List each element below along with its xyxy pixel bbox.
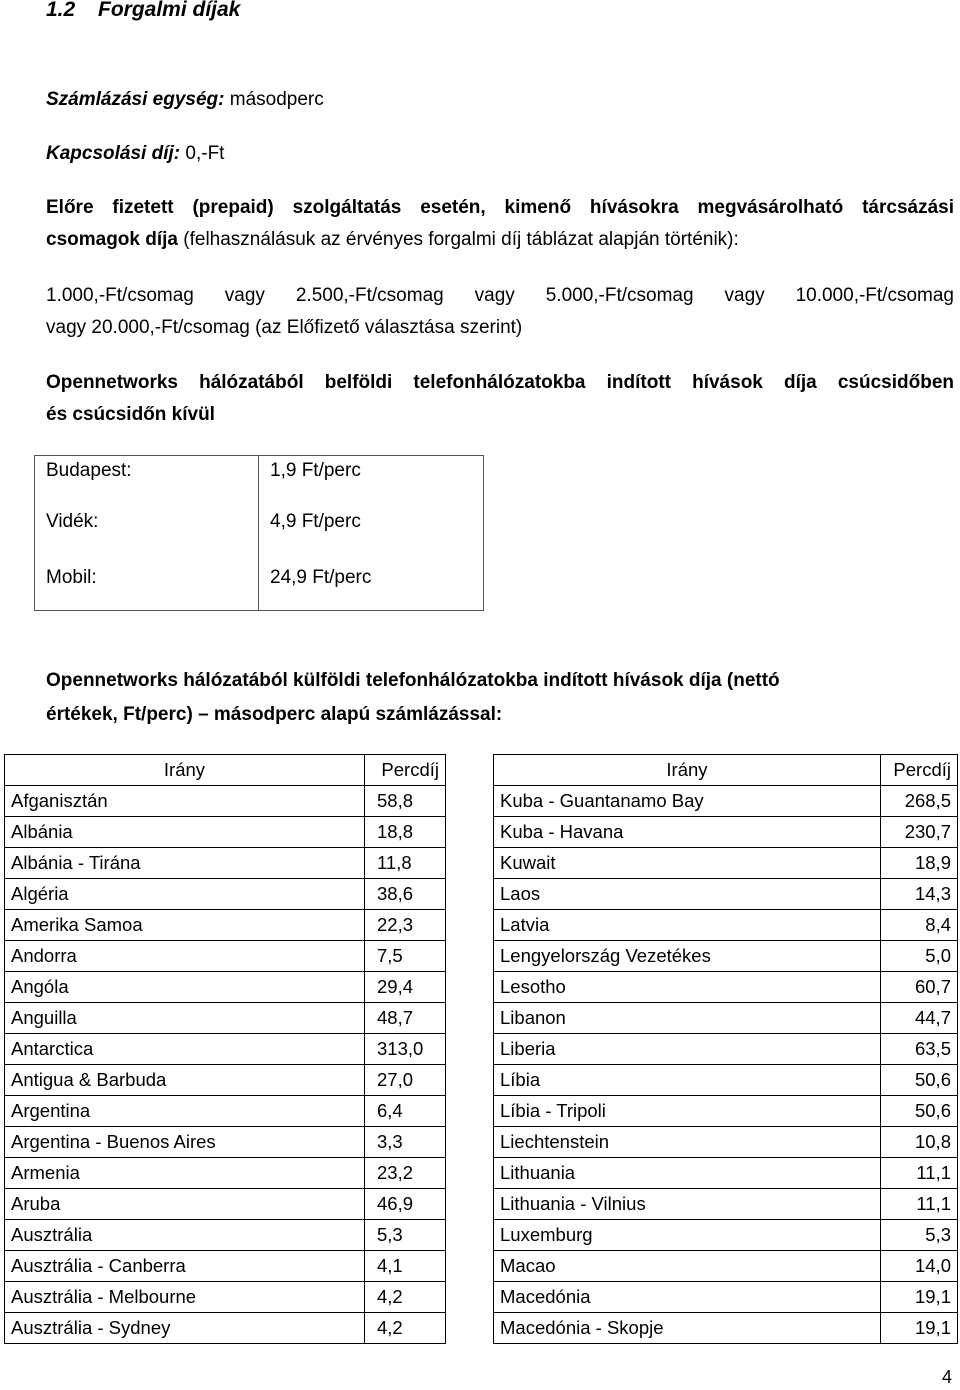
rate-cell: 268,5 (881, 786, 958, 817)
domestic-label-budapest: Budapest: (46, 460, 132, 481)
table-row (5, 1096, 446, 1127)
section-heading (46, 0, 240, 22)
table-row (494, 1251, 958, 1282)
rate-cell: 58,8 (365, 786, 446, 817)
table-row (5, 1158, 446, 1189)
table-header-row (494, 755, 958, 786)
table-row (494, 972, 958, 1003)
rate-cell: 46,9 (365, 1189, 446, 1220)
rate-cell: 23,2 (365, 1158, 446, 1189)
rate-cell: 8,4 (881, 910, 958, 941)
package-2500: 2.500,-Ft/csomag (295, 285, 444, 306)
table-row (494, 910, 958, 941)
header-direction: Irány (494, 755, 881, 786)
country-cell: Andorra (5, 941, 365, 972)
rate-cell: 22,3 (365, 910, 446, 941)
section-number: 1.2 (46, 0, 76, 21)
page-number: 4 (941, 1367, 952, 1387)
rate-cell: 10,8 (881, 1127, 958, 1158)
rate-cell: 50,6 (881, 1096, 958, 1127)
rate-cell: 60,7 (881, 972, 958, 1003)
connection-fee-line (46, 143, 224, 165)
table-row (5, 817, 446, 848)
prepaid-line-1: Előre fizetett (prepaid) szolgáltatás esetén, kimenő hívásokra megvásárolható tárcsázási (46, 197, 954, 218)
package-or: vagy (474, 285, 515, 306)
package-5000: 5.000,-Ft/csomag (545, 285, 694, 306)
prepaid-line-4: vagy 20.000,-Ft/csomag (az Előfizető választása szerint) (46, 317, 523, 338)
table-row (5, 1003, 446, 1034)
table-row (494, 941, 958, 972)
country-cell: Luxemburg (494, 1220, 881, 1251)
table-row (5, 1251, 446, 1282)
country-cell: Armenia (5, 1158, 365, 1189)
package-or: vagy (724, 285, 765, 306)
header-rate: Percdíj (881, 755, 958, 786)
domestic-value-mobil: 24,9 Ft/perc (270, 567, 372, 588)
domestic-label-videk: Vidék: (46, 511, 99, 532)
table-row (494, 1096, 958, 1127)
country-cell: Kuwait (494, 848, 881, 879)
rate-cell: 6,4 (365, 1096, 446, 1127)
country-cell: Latvia (494, 910, 881, 941)
domestic-label-mobil: Mobil: (46, 567, 97, 588)
rate-cell: 5,0 (881, 941, 958, 972)
connection-fee-value: 0,-Ft (185, 143, 225, 164)
rate-cell: 14,0 (881, 1251, 958, 1282)
rate-cell: 7,5 (365, 941, 446, 972)
billing-unit-value: másodperc (229, 89, 324, 110)
country-cell: Macao (494, 1251, 881, 1282)
rate-cell: 29,4 (365, 972, 446, 1003)
domestic-title-line-1: Opennetworks hálózatából belföldi telefonhálózatokba indított hívások díja csúcsidőben (46, 372, 954, 393)
country-cell: Líbia (494, 1065, 881, 1096)
country-cell: Anguilla (5, 1003, 365, 1034)
country-cell: Argentina - Buenos Aires (5, 1127, 365, 1158)
table-row (494, 1158, 958, 1189)
table-row (494, 1189, 958, 1220)
country-cell: Algéria (5, 879, 365, 910)
country-cell: Laos (494, 879, 881, 910)
domestic-title-line-2: és csúcsidőn kívül (46, 404, 215, 425)
domestic-value-videk: 4,9 Ft/perc (270, 511, 361, 532)
country-cell: Afganisztán (5, 786, 365, 817)
country-cell: Lithuania (494, 1158, 881, 1189)
country-cell: Ausztrália - Melbourne (5, 1282, 365, 1313)
country-cell: Ausztrália - Canberra (5, 1251, 365, 1282)
rate-cell: 313,0 (365, 1034, 446, 1065)
country-cell: Kuba - Guantanamo Bay (494, 786, 881, 817)
country-cell: Argentina (5, 1096, 365, 1127)
rate-cell: 18,9 (881, 848, 958, 879)
billing-unit-label: Számlázási egység: (46, 89, 225, 110)
country-cell: Kuba - Havana (494, 817, 881, 848)
rate-cell: 44,7 (881, 1003, 958, 1034)
domestic-table-divider (258, 455, 259, 611)
prepaid-packages (46, 285, 954, 307)
international-rates-table-right (493, 754, 958, 1344)
table-row (5, 848, 446, 879)
table-row (5, 1065, 446, 1096)
international-rates-table-left (4, 754, 446, 1344)
country-cell: Aruba (5, 1189, 365, 1220)
international-title-line-2: értékek, Ft/perc) – másodperc alapú számlázással: (46, 704, 503, 725)
country-cell: Antigua & Barbuda (5, 1065, 365, 1096)
rate-cell: 19,1 (881, 1313, 958, 1344)
rate-cell: 27,0 (365, 1065, 446, 1096)
rate-cell: 14,3 (881, 879, 958, 910)
table-row (5, 1189, 446, 1220)
country-cell: Antarctica (5, 1034, 365, 1065)
international-title-line-1: Opennetworks hálózatából külföldi telefonhálózatokba indított hívások díja (nettó (46, 670, 780, 691)
table-row (494, 817, 958, 848)
country-cell: Angóla (5, 972, 365, 1003)
rate-cell: 50,6 (881, 1065, 958, 1096)
table-row (494, 1282, 958, 1313)
table-row (494, 1313, 958, 1344)
rate-cell: 48,7 (365, 1003, 446, 1034)
package-1000: 1.000,-Ft/csomag (46, 285, 194, 306)
rate-cell: 11,1 (881, 1189, 958, 1220)
domestic-value-budapest: 1,9 Ft/perc (270, 460, 361, 481)
rate-cell: 5,3 (365, 1220, 446, 1251)
billing-unit-line (46, 89, 324, 111)
table-row (5, 941, 446, 972)
table-row (5, 786, 446, 817)
prepaid-line-2 (46, 229, 739, 251)
section-title: Forgalmi díjak (98, 0, 241, 21)
country-cell: Macedónia (494, 1282, 881, 1313)
connection-fee-label: Kapcsolási díj: (46, 143, 181, 164)
country-cell: Macedónia - Skopje (494, 1313, 881, 1344)
rate-cell: 4,1 (365, 1251, 446, 1282)
rate-cell: 38,6 (365, 879, 446, 910)
country-cell: Lengyelország Vezetékes (494, 941, 881, 972)
rate-cell: 19,1 (881, 1282, 958, 1313)
country-cell: Ausztrália - Sydney (5, 1313, 365, 1344)
rate-cell: 3,3 (365, 1127, 446, 1158)
country-cell: Lithuania - Vilnius (494, 1189, 881, 1220)
table-row (5, 1034, 446, 1065)
rate-cell: 5,3 (881, 1220, 958, 1251)
country-cell: Ausztrália (5, 1220, 365, 1251)
table-row (5, 972, 446, 1003)
header-direction: Irány (5, 755, 365, 786)
country-cell: Amerika Samoa (5, 910, 365, 941)
table-row (494, 786, 958, 817)
table-row (494, 1003, 958, 1034)
table-row (494, 1065, 958, 1096)
rate-cell: 4,2 (365, 1313, 446, 1344)
rate-cell: 63,5 (881, 1034, 958, 1065)
table-row (494, 1034, 958, 1065)
table-row (5, 1282, 446, 1313)
header-rate: Percdíj (365, 755, 446, 786)
prepaid-line-2-rest: (felhasználásuk az érvényes forgalmi díj táblázat alapján történik): (178, 229, 739, 250)
package-or: vagy (224, 285, 265, 306)
rate-cell: 11,8 (365, 848, 446, 879)
country-cell: Liberia (494, 1034, 881, 1065)
package-10000: 10.000,-Ft/csomag (795, 285, 954, 306)
rate-cell: 230,7 (881, 817, 958, 848)
table-row (494, 879, 958, 910)
table-row (494, 1220, 958, 1251)
table-row (5, 1313, 446, 1344)
country-cell: Libanon (494, 1003, 881, 1034)
table-row (5, 1127, 446, 1158)
country-cell: Lesotho (494, 972, 881, 1003)
rate-cell: 18,8 (365, 817, 446, 848)
country-cell: Albánia - Tirána (5, 848, 365, 879)
table-row (5, 879, 446, 910)
table-row (494, 848, 958, 879)
table-row (5, 910, 446, 941)
table-header-row (5, 755, 446, 786)
rate-cell: 11,1 (881, 1158, 958, 1189)
country-cell: Líbia - Tripoli (494, 1096, 881, 1127)
country-cell: Albánia (5, 817, 365, 848)
country-cell: Liechtenstein (494, 1127, 881, 1158)
table-row (494, 1127, 958, 1158)
table-row (5, 1220, 446, 1251)
prepaid-line-2-bold: csomagok díja (46, 229, 178, 250)
rate-cell: 4,2 (365, 1282, 446, 1313)
